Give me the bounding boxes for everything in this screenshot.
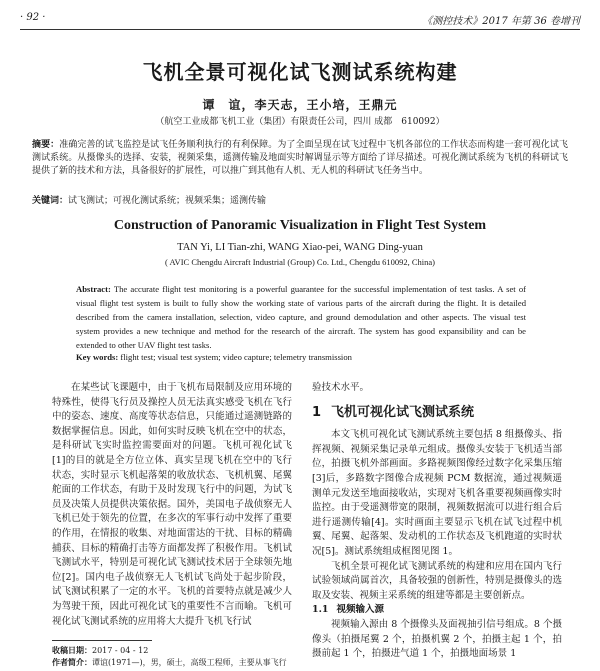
subsection-title: 视频输入源 <box>336 604 385 616</box>
affiliation-english: ( AVIC Chengdu Aircraft Industrial (Group) Co. Ltd., Chengdu 610092, China) <box>165 257 435 267</box>
body-paragraph: 飞机全景可视化试飞测试系统的构建和应用在国内飞行试验领域尚属首次，具备较强的创新性，特别是摄像头的选取及安装、视频主采系统的组建等都是主要创新点。 <box>312 560 562 601</box>
abstract-text-en: The accurate flight test monitoring is a powerful guarantee for the successful implementation of test tasks. A set of visual flight test system is built to fully show the working state of various parts of the aircraft during the flight. It is detailed described from the camera installation, selection, video capture, and ground demodulation and other aspects. The visual test system provides a new technique and method for the research of the aircraft. The system has good expansibility and can be extended to other UAV flight test tasks. <box>76 284 526 350</box>
keywords-label-cn: 关键词： <box>32 196 69 206</box>
title-english: Construction of Panoramic Visualization in Flight Test System <box>113 218 487 233</box>
subsection-number: 1.1 <box>312 604 329 616</box>
authors-english: TAN Yi, LI Tian-zhi, WANG Xiao-pei, WANG Ding-yuan <box>177 242 423 253</box>
section-heading <box>312 406 562 421</box>
body-paragraph: 视频输入源由 8 个摄像头及面视抽引信号组成。8 个摄像头（拍摄尾翼 2 个，拍摄机翼 2 个，拍摄主起 1 个，拍摄前起 1 个，拍摄进气道 1 个，拍摄地面场景 1 <box>312 618 562 660</box>
abstract-chinese <box>32 139 568 178</box>
author-bio-label: 作者简介： <box>52 657 92 667</box>
section-title: 飞机可视化试飞测试系统 <box>331 404 475 420</box>
body-paragraph: 本文飞机可视化试飞测试系统主要包括 8 组摄像头、指挥视频、视频采集记录单元组成。摄像头安装于飞机适当部位，拍摄飞机外部画面。多路视频图像经过数字化采集压缩[3]后，多路数字图像合成视频 PCM 数据流，通过视频遥测单元发送至地面接收站，实现对飞机各重要视频画像实时监控。由于受遥测带宽的限制，视频数据流可以进行组合后进行遥测传输[4]。实时画面主要显示飞机在试飞过程中机翼、尾翼、起落架、发动机的工作状态及飞机跑道的实时状况[5]。测试系统组成框图见图 1。 <box>312 429 562 557</box>
abstract-text-cn: 准确完善的试飞监控是试飞任务顺利执行的有利保障。为了全面呈现在试飞过程中飞机各部位的工作状态而构建一套可视化试飞测试系统。从摄像头的选择、安装，视频采集，遥测传输及地面实时解调显示等方面给了详尽描述。可视化测试系统为飞机的科研试飞提供了新的技术和方法，具备很好的扩展性，可以推广到其他有人机、无人机的科研试飞任务当中。 <box>32 140 568 176</box>
abstract-label-cn: 摘要： <box>32 140 60 150</box>
keywords-label-en: Key words: <box>76 352 119 362</box>
affiliation-chinese: （航空工业成都飞机工业（集团）有限责任公司，四川 成都 610092） <box>155 117 445 127</box>
keywords-text-cn: 试飞测试；可视化测试系统；视频采集；遥测传输 <box>68 196 267 206</box>
page-number: · 92 · <box>20 12 46 23</box>
header-rule <box>20 29 580 30</box>
journal-name: 《测控技术》2017 年第 36 卷增刊 <box>422 16 580 27</box>
abstract-english <box>76 282 526 352</box>
title-chinese: 飞机全景可视化试飞测试系统构建 <box>142 60 458 84</box>
continuation-text: 验技术水平。 <box>312 382 370 393</box>
running-header <box>20 12 580 28</box>
right-column <box>312 381 562 662</box>
footnote-received <box>52 645 292 656</box>
keywords-english <box>76 352 526 362</box>
author-bio: 谭谊(1971—)，男，硕士，高级工程师，主要从事飞行 <box>92 658 287 667</box>
footnote-rule <box>52 640 152 641</box>
keywords-text-en: flight test; visual test system; video capture; telemetry transmission <box>120 352 352 362</box>
footnote-author <box>52 657 292 668</box>
authors-chinese: 谭 谊，李天志，王小培，王鼎元 <box>202 98 398 112</box>
abstract-label-en: Abstract: <box>76 284 111 294</box>
received-label: 收稿日期： <box>52 645 92 655</box>
keywords-chinese <box>32 193 568 206</box>
received-date: 2017 - 04 - 12 <box>92 646 149 655</box>
subsection-heading <box>312 603 562 618</box>
left-column-text: 在某些试飞课题中，由于飞机布局限制及应用环境的特殊性，使得飞行员及操控人员无法真实感受飞机在飞行中的姿态、速度、高度等状态信息，只能通过遥测链路的数据掌握信息。因此，如何实时反映飞机在空中的状态，是科研试飞实时监控需要面对的问题。飞机可视化试飞[1]的目的就是全方位立体、真实呈现飞机在空中的飞行状态，实时显示飞机起落架的收放状态、飞机机翼、尾翼舵面的工作状态，有助于及时发现飞行中的问题，为试飞员及决策人员提供决策依据。国外，美国电子战侦察无人飞机已处于领先的位置，在多次的军事行动中发挥了重要的作用，在情报的收集、对地面雷达的干扰、目标的精确捕获、目标的精确打击等方面都发挥了积极作用。飞机试飞测试水平，特别是可视化试飞测试技术居于全球领先地位[2]。国内电子战侦察无人飞机试飞尚处于起步阶段，试飞测试积累了一定的水平。飞机的首要特点就是减少人为驾驶干预，因此可视化试飞的重要性不言而喻。飞机可视化试飞测试系统的应用将大大提升飞机飞行试 <box>52 382 292 627</box>
section-number: 1 <box>312 404 322 420</box>
